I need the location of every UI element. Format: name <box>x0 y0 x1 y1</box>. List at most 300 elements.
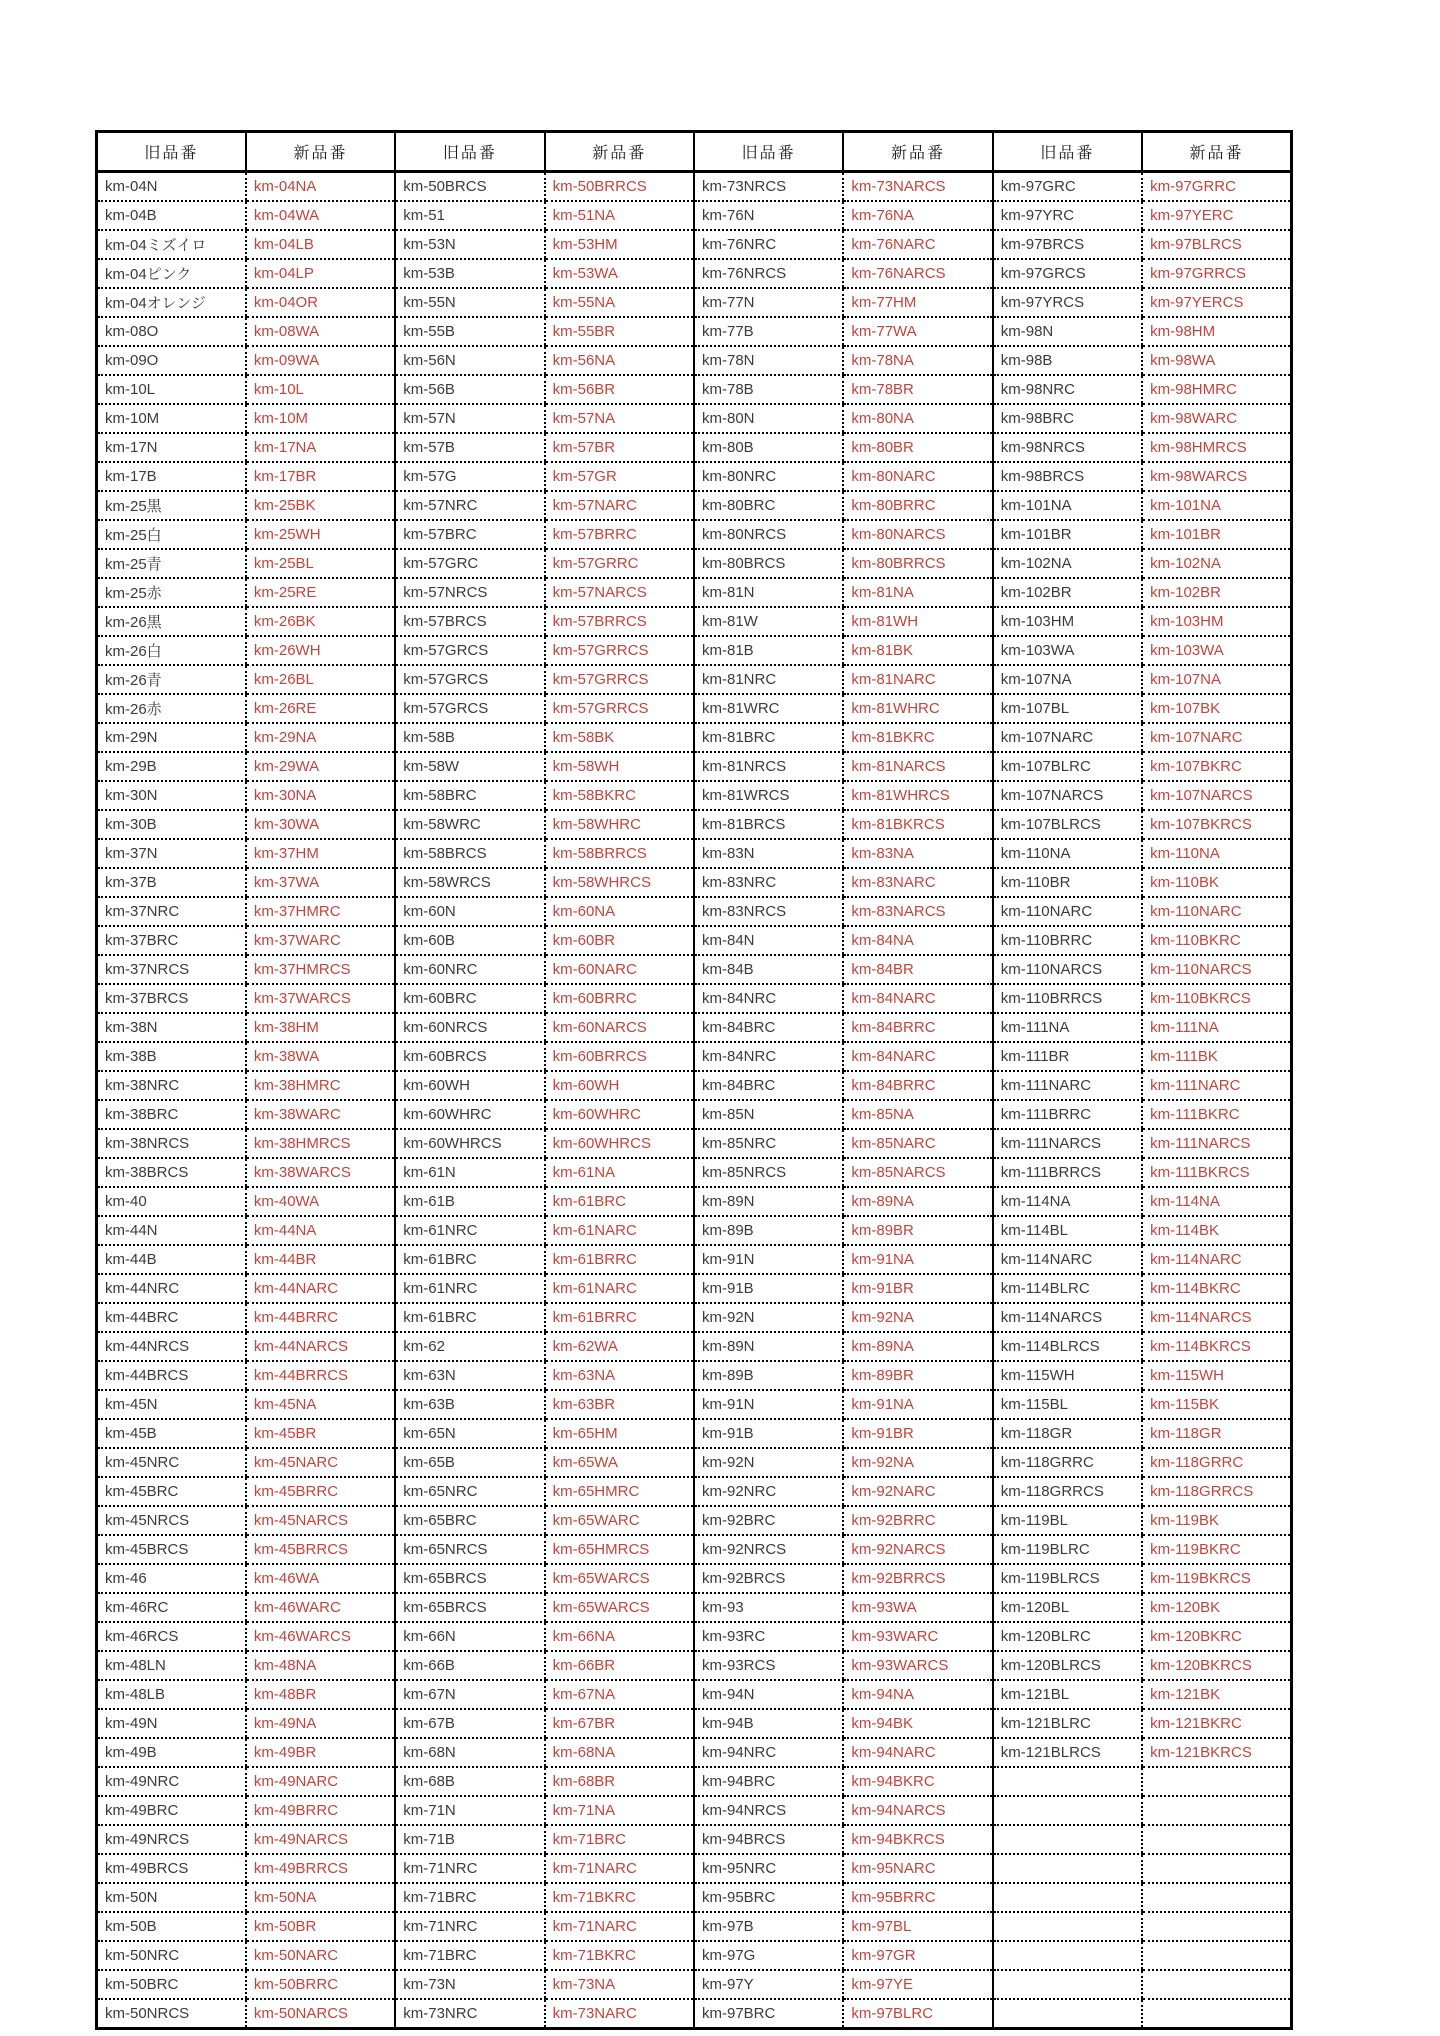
old-part-cell: km-97Y <box>694 1970 843 1999</box>
table-row <box>97 404 1292 433</box>
old-part-cell <box>993 1999 1142 2029</box>
new-part-cell <box>1142 1883 1291 1912</box>
new-part-cell: km-80BR <box>843 433 992 462</box>
old-part-cell: km-71BRC <box>395 1883 544 1912</box>
new-part-cell: km-111NA <box>1142 1013 1291 1042</box>
new-part-cell: km-120BK <box>1142 1593 1291 1622</box>
new-part-cell: km-29NA <box>246 723 395 752</box>
new-part-cell: km-58BKRC <box>545 781 694 810</box>
new-part-cell: km-118GRRC <box>1142 1448 1291 1477</box>
new-part-cell: km-53HM <box>545 230 694 259</box>
old-part-cell: km-81WRC <box>694 694 843 723</box>
new-part-cell: km-98WA <box>1142 346 1291 375</box>
new-part-cell: km-97BLRC <box>843 1999 992 2029</box>
new-part-cell: km-65WARC <box>545 1506 694 1535</box>
old-part-cell: km-57G <box>395 462 544 491</box>
new-part-cell: km-26BL <box>246 665 395 694</box>
new-part-cell: km-68BR <box>545 1767 694 1796</box>
new-part-cell: km-81WH <box>843 607 992 636</box>
new-part-cell: km-77WA <box>843 317 992 346</box>
old-part-cell: km-45NRCS <box>97 1506 246 1535</box>
new-part-cell: km-76NARCS <box>843 259 992 288</box>
old-part-cell: km-60NRC <box>395 955 544 984</box>
old-part-cell: km-110BR <box>993 868 1142 897</box>
old-part-cell <box>993 1825 1142 1854</box>
old-part-cell: km-44B <box>97 1245 246 1274</box>
new-part-cell: km-38WA <box>246 1042 395 1071</box>
new-part-cell: km-45BRRCS <box>246 1535 395 1564</box>
old-part-cell: km-93 <box>694 1593 843 1622</box>
old-part-cell: km-115BL <box>993 1390 1142 1419</box>
new-part-cell: km-98WARCS <box>1142 462 1291 491</box>
new-part-cell: km-121BKRCS <box>1142 1738 1291 1767</box>
table-row <box>97 1854 1292 1883</box>
new-part-cell: km-48NA <box>246 1651 395 1680</box>
new-part-cell: km-98HM <box>1142 317 1291 346</box>
new-part-cell: km-83NA <box>843 839 992 868</box>
old-part-cell: km-94NRCS <box>694 1796 843 1825</box>
table-row <box>97 1999 1292 2029</box>
new-part-cell: km-107BKRCS <box>1142 810 1291 839</box>
old-part-cell: km-93RCS <box>694 1651 843 1680</box>
old-part-cell: km-91N <box>694 1245 843 1274</box>
old-part-cell: km-98N <box>993 317 1142 346</box>
table-row <box>97 1274 1292 1303</box>
old-part-cell: km-114BLRC <box>993 1274 1142 1303</box>
old-part-cell: km-61N <box>395 1158 544 1187</box>
old-part-cell: km-97GRCS <box>993 259 1142 288</box>
table-row <box>97 317 1292 346</box>
new-part-cell: km-09WA <box>246 346 395 375</box>
old-part-cell: km-65B <box>395 1448 544 1477</box>
new-part-cell: km-44NARC <box>246 1274 395 1303</box>
table-row <box>97 172 1292 202</box>
old-part-cell: km-68N <box>395 1738 544 1767</box>
new-part-cell: km-94NA <box>843 1680 992 1709</box>
old-part-cell <box>993 1941 1142 1970</box>
old-part-cell: km-58BRC <box>395 781 544 810</box>
new-part-cell: km-65HM <box>545 1419 694 1448</box>
new-part-cell: km-107BK <box>1142 694 1291 723</box>
new-part-cell: km-83NARC <box>843 868 992 897</box>
new-part-cell: km-114BK <box>1142 1216 1291 1245</box>
old-part-cell: km-26黒 <box>97 607 246 636</box>
new-part-cell: km-121BKRC <box>1142 1709 1291 1738</box>
new-part-cell: km-46WARC <box>246 1593 395 1622</box>
table-row <box>97 1419 1292 1448</box>
new-part-cell: km-78NA <box>843 346 992 375</box>
old-part-cell: km-44NRC <box>97 1274 246 1303</box>
old-part-cell: km-110BRRC <box>993 926 1142 955</box>
new-part-cell: km-50BRRC <box>246 1970 395 1999</box>
old-part-cell: km-57BRCS <box>395 607 544 636</box>
table-row <box>97 839 1292 868</box>
new-part-cell: km-45BR <box>246 1419 395 1448</box>
new-part-cell: km-121BK <box>1142 1680 1291 1709</box>
new-part-cell: km-107NA <box>1142 665 1291 694</box>
new-part-cell: km-60WHRC <box>545 1100 694 1129</box>
new-part-cell: km-81BKRC <box>843 723 992 752</box>
new-part-cell: km-110BK <box>1142 868 1291 897</box>
old-part-cell: km-50NRC <box>97 1941 246 1970</box>
old-part-cell: km-110BRRCS <box>993 984 1142 1013</box>
table-row <box>97 1680 1292 1709</box>
old-part-cell: km-17B <box>97 462 246 491</box>
old-part-cell: km-94N <box>694 1680 843 1709</box>
old-part-cell: km-04オレンジ <box>97 288 246 317</box>
new-part-cell: km-76NA <box>843 201 992 230</box>
old-part-cell: km-80N <box>694 404 843 433</box>
old-part-cell: km-60WHRC <box>395 1100 544 1129</box>
old-part-cell: km-107NA <box>993 665 1142 694</box>
new-part-cell: km-65HMRC <box>545 1477 694 1506</box>
new-part-cell: km-49BRRCS <box>246 1854 395 1883</box>
new-part-cell: km-04NA <box>246 172 395 202</box>
new-part-cell: km-49NA <box>246 1709 395 1738</box>
old-part-cell: km-76NRC <box>694 230 843 259</box>
table-row <box>97 201 1292 230</box>
table-row <box>97 1071 1292 1100</box>
old-part-cell: km-37BRC <box>97 926 246 955</box>
old-part-cell: km-57N <box>395 404 544 433</box>
table-row <box>97 1796 1292 1825</box>
old-part-cell: km-107BLRCS <box>993 810 1142 839</box>
old-part-cell: km-84B <box>694 955 843 984</box>
old-part-cell: km-50B <box>97 1912 246 1941</box>
old-part-cell: km-58W <box>395 752 544 781</box>
new-part-cell <box>1142 1999 1291 2029</box>
new-part-cell: km-89NA <box>843 1332 992 1361</box>
new-part-cell: km-97YERCS <box>1142 288 1291 317</box>
new-part-cell: km-37WA <box>246 868 395 897</box>
old-part-cell: km-60BRCS <box>395 1042 544 1071</box>
new-part-cell: km-84NA <box>843 926 992 955</box>
old-part-cell: km-81NRC <box>694 665 843 694</box>
old-part-cell: km-84NRC <box>694 984 843 1013</box>
old-part-cell: km-68B <box>395 1767 544 1796</box>
table-row <box>97 578 1292 607</box>
new-part-cell: km-63NA <box>545 1361 694 1390</box>
new-part-cell: km-98HMRCS <box>1142 433 1291 462</box>
new-part-cell: km-111NARC <box>1142 1071 1291 1100</box>
new-part-cell: km-49NARCS <box>246 1825 395 1854</box>
new-part-cell: km-26BK <box>246 607 395 636</box>
old-part-cell: km-81W <box>694 607 843 636</box>
new-part-cell: km-91NA <box>843 1245 992 1274</box>
new-part-cell: km-93WARC <box>843 1622 992 1651</box>
new-part-cell: km-95NARC <box>843 1854 992 1883</box>
new-part-cell: km-92BRRC <box>843 1506 992 1535</box>
new-part-cell: km-119BKRCS <box>1142 1564 1291 1593</box>
old-part-cell: km-118GR <box>993 1419 1142 1448</box>
new-part-cell: km-57NARC <box>545 491 694 520</box>
old-part-cell: km-84NRC <box>694 1042 843 1071</box>
old-part-cell: km-45N <box>97 1390 246 1419</box>
old-part-cell: km-58WRCS <box>395 868 544 897</box>
new-part-cell: km-60NA <box>545 897 694 926</box>
old-part-cell: km-38BRC <box>97 1100 246 1129</box>
old-part-cell: km-66B <box>395 1651 544 1680</box>
old-part-cell: km-61NRC <box>395 1274 544 1303</box>
table-row <box>97 1970 1292 1999</box>
new-part-cell: km-60NARCS <box>545 1013 694 1042</box>
new-part-cell: km-38WARC <box>246 1100 395 1129</box>
new-part-cell: km-97GRRC <box>1142 172 1291 202</box>
new-part-cell: km-48BR <box>246 1680 395 1709</box>
old-part-cell: km-04ピンク <box>97 259 246 288</box>
new-part-cell: km-66BR <box>545 1651 694 1680</box>
old-part-cell: km-107BLRC <box>993 752 1142 781</box>
old-part-cell: km-102BR <box>993 578 1142 607</box>
old-part-cell: km-114NARC <box>993 1245 1142 1274</box>
new-part-cell: km-92NARC <box>843 1477 992 1506</box>
new-part-cell: km-95BRRC <box>843 1883 992 1912</box>
new-part-cell: km-98HMRC <box>1142 375 1291 404</box>
old-part-cell: km-102NA <box>993 549 1142 578</box>
old-part-cell: km-92NRC <box>694 1477 843 1506</box>
old-part-cell: km-111BRRCS <box>993 1158 1142 1187</box>
table-row <box>97 810 1292 839</box>
table-row <box>97 288 1292 317</box>
old-part-cell: km-114NARCS <box>993 1303 1142 1332</box>
new-part-cell: km-49BRRC <box>246 1796 395 1825</box>
new-part-cell: km-97YERC <box>1142 201 1291 230</box>
old-part-cell: km-77N <box>694 288 843 317</box>
old-part-cell: km-38N <box>97 1013 246 1042</box>
old-part-cell: km-111BR <box>993 1042 1142 1071</box>
table-row <box>97 1709 1292 1738</box>
new-part-cell: km-44BRRC <box>246 1303 395 1332</box>
new-part-cell: km-81WHRC <box>843 694 992 723</box>
old-part-cell: km-73N <box>395 1970 544 1999</box>
new-part-cell: km-103HM <box>1142 607 1291 636</box>
new-part-cell: km-114NARC <box>1142 1245 1291 1274</box>
old-part-cell: km-80BRCS <box>694 549 843 578</box>
old-part-cell: km-115WH <box>993 1361 1142 1390</box>
old-part-cell: km-60B <box>395 926 544 955</box>
table-row <box>97 1738 1292 1767</box>
old-part-cell: km-92N <box>694 1448 843 1477</box>
new-part-cell: km-80BRRC <box>843 491 992 520</box>
new-part-cell: km-65WARCS <box>545 1593 694 1622</box>
old-part-cell: km-94NRC <box>694 1738 843 1767</box>
new-part-cell: km-57BR <box>545 433 694 462</box>
new-part-cell: km-04WA <box>246 201 395 230</box>
new-part-cell: km-60NARC <box>545 955 694 984</box>
new-part-cell: km-71NA <box>545 1796 694 1825</box>
new-part-cell: km-60WH <box>545 1071 694 1100</box>
new-part-cell: km-84NARC <box>843 1042 992 1071</box>
new-part-cell: km-50NARC <box>246 1941 395 1970</box>
old-part-cell: km-46RC <box>97 1593 246 1622</box>
table-row <box>97 1100 1292 1129</box>
old-part-cell: km-84BRC <box>694 1013 843 1042</box>
table-row <box>97 1477 1292 1506</box>
new-part-cell: km-78BR <box>843 375 992 404</box>
new-part-cell: km-44BR <box>246 1245 395 1274</box>
old-part-cell: km-04ミズイロ <box>97 230 246 259</box>
old-part-header-3: 旧品番 <box>694 132 843 172</box>
old-part-cell <box>993 1767 1142 1796</box>
old-part-cell: km-50N <box>97 1883 246 1912</box>
new-part-cell: km-102NA <box>1142 549 1291 578</box>
old-part-cell: km-53N <box>395 230 544 259</box>
old-part-cell: km-101NA <box>993 491 1142 520</box>
new-part-cell <box>1142 1970 1291 1999</box>
new-part-cell: km-73NA <box>545 1970 694 1999</box>
old-part-cell: km-57NRCS <box>395 578 544 607</box>
old-part-cell: km-89B <box>694 1361 843 1390</box>
new-part-cell: km-81NARC <box>843 665 992 694</box>
old-part-cell: km-04N <box>97 172 246 202</box>
old-part-cell: km-97GRC <box>993 172 1142 202</box>
old-part-cell: km-29N <box>97 723 246 752</box>
old-part-cell: km-60N <box>395 897 544 926</box>
old-part-cell: km-114BL <box>993 1216 1142 1245</box>
table-row <box>97 491 1292 520</box>
part-number-conversion-sheet <box>95 130 1293 2030</box>
old-part-cell: km-94BRC <box>694 1767 843 1796</box>
table-row <box>97 926 1292 955</box>
old-part-cell: km-91B <box>694 1274 843 1303</box>
new-part-cell: km-65HMRCS <box>545 1535 694 1564</box>
new-part-cell: km-120BKRCS <box>1142 1651 1291 1680</box>
old-part-cell: km-78B <box>694 375 843 404</box>
old-part-cell: km-107BL <box>993 694 1142 723</box>
table-row <box>97 520 1292 549</box>
new-part-cell: km-50NARCS <box>246 1999 395 2029</box>
old-part-cell: km-81BRC <box>694 723 843 752</box>
new-part-cell: km-71BKRC <box>545 1883 694 1912</box>
new-part-cell: km-92BRRCS <box>843 1564 992 1593</box>
new-part-cell: km-65WARCS <box>545 1564 694 1593</box>
old-part-cell: km-91B <box>694 1419 843 1448</box>
new-part-cell: km-25BK <box>246 491 395 520</box>
new-part-cell: km-94BKRCS <box>843 1825 992 1854</box>
old-part-cell: km-67B <box>395 1709 544 1738</box>
old-part-cell: km-101BR <box>993 520 1142 549</box>
old-part-cell: km-58WRC <box>395 810 544 839</box>
new-part-cell: km-93WA <box>843 1593 992 1622</box>
new-part-cell: km-111BK <box>1142 1042 1291 1071</box>
new-part-cell: km-58BRRCS <box>545 839 694 868</box>
old-part-cell: km-26青 <box>97 665 246 694</box>
new-part-cell: km-84BRRC <box>843 1013 992 1042</box>
new-part-cell: km-114NA <box>1142 1187 1291 1216</box>
table-row <box>97 230 1292 259</box>
old-part-cell: km-61BRC <box>395 1245 544 1274</box>
new-part-cell: km-46WARCS <box>246 1622 395 1651</box>
old-part-cell: km-61B <box>395 1187 544 1216</box>
new-part-cell: km-38HMRCS <box>246 1129 395 1158</box>
table-row <box>97 752 1292 781</box>
old-part-cell: km-92NRCS <box>694 1535 843 1564</box>
new-part-cell: km-57GRRC <box>545 549 694 578</box>
old-part-cell: km-61BRC <box>395 1303 544 1332</box>
old-part-cell: km-46 <box>97 1564 246 1593</box>
old-part-cell: km-49B <box>97 1738 246 1767</box>
new-part-cell: km-57BRRCS <box>545 607 694 636</box>
old-part-cell: km-119BLRC <box>993 1535 1142 1564</box>
old-part-cell: km-57GRC <box>395 549 544 578</box>
old-part-cell <box>993 1912 1142 1941</box>
new-part-cell: km-94NARCS <box>843 1796 992 1825</box>
new-part-cell: km-81NA <box>843 578 992 607</box>
old-part-cell: km-65BRC <box>395 1506 544 1535</box>
new-part-cell: km-25WH <box>246 520 395 549</box>
table-row <box>97 1883 1292 1912</box>
old-part-cell: km-119BLRCS <box>993 1564 1142 1593</box>
old-part-cell: km-121BL <box>993 1680 1142 1709</box>
old-part-cell: km-37NRCS <box>97 955 246 984</box>
old-part-cell: km-97YRCS <box>993 288 1142 317</box>
new-part-cell: km-04LP <box>246 259 395 288</box>
new-part-cell: km-107NARCS <box>1142 781 1291 810</box>
old-part-cell: km-26白 <box>97 636 246 665</box>
old-part-cell: km-98NRC <box>993 375 1142 404</box>
new-part-cell: km-58WHRC <box>545 810 694 839</box>
new-part-cell: km-51NA <box>545 201 694 230</box>
old-part-cell: km-49NRC <box>97 1767 246 1796</box>
old-part-cell: km-25黒 <box>97 491 246 520</box>
old-part-cell: km-89N <box>694 1187 843 1216</box>
new-part-cell: km-37HMRCS <box>246 955 395 984</box>
old-part-cell: km-49NRCS <box>97 1825 246 1854</box>
new-part-cell: km-89NA <box>843 1187 992 1216</box>
new-part-cell: km-118GRRCS <box>1142 1477 1291 1506</box>
old-part-cell: km-83NRC <box>694 868 843 897</box>
old-part-cell: km-84BRC <box>694 1071 843 1100</box>
table-row <box>97 1013 1292 1042</box>
old-part-cell: km-110NARC <box>993 897 1142 926</box>
old-part-cell: km-45BRCS <box>97 1535 246 1564</box>
old-part-cell: km-81BRCS <box>694 810 843 839</box>
new-part-cell: km-57NARCS <box>545 578 694 607</box>
old-part-cell: km-114NA <box>993 1187 1142 1216</box>
new-part-cell: km-81NARCS <box>843 752 992 781</box>
new-part-cell: km-85NARC <box>843 1129 992 1158</box>
new-part-cell: km-58WH <box>545 752 694 781</box>
new-part-cell: km-101BR <box>1142 520 1291 549</box>
old-part-cell: km-53B <box>395 259 544 288</box>
old-part-cell: km-44BRC <box>97 1303 246 1332</box>
old-part-cell: km-77B <box>694 317 843 346</box>
old-part-cell: km-85N <box>694 1100 843 1129</box>
old-part-cell: km-48LB <box>97 1680 246 1709</box>
new-part-cell: km-29WA <box>246 752 395 781</box>
old-part-cell: km-17N <box>97 433 246 462</box>
table-row <box>97 636 1292 665</box>
new-part-cell: km-53WA <box>545 259 694 288</box>
old-part-cell: km-37N <box>97 839 246 868</box>
old-part-cell: km-78N <box>694 346 843 375</box>
old-part-cell: km-49N <box>97 1709 246 1738</box>
old-part-cell: km-98BRCS <box>993 462 1142 491</box>
old-part-cell <box>993 1854 1142 1883</box>
table-header <box>97 132 1292 172</box>
new-part-cell: km-110BKRC <box>1142 926 1291 955</box>
old-part-cell: km-89B <box>694 1216 843 1245</box>
new-part-cell: km-26WH <box>246 636 395 665</box>
new-part-cell: km-49BR <box>246 1738 395 1767</box>
new-part-header-3: 新品番 <box>843 132 992 172</box>
new-part-cell: km-55NA <box>545 288 694 317</box>
new-part-cell: km-91BR <box>843 1274 992 1303</box>
old-part-cell: km-85NRCS <box>694 1158 843 1187</box>
old-part-cell: km-111NARC <box>993 1071 1142 1100</box>
part-number-conversion-table <box>95 130 1293 2030</box>
table-row <box>97 1912 1292 1941</box>
